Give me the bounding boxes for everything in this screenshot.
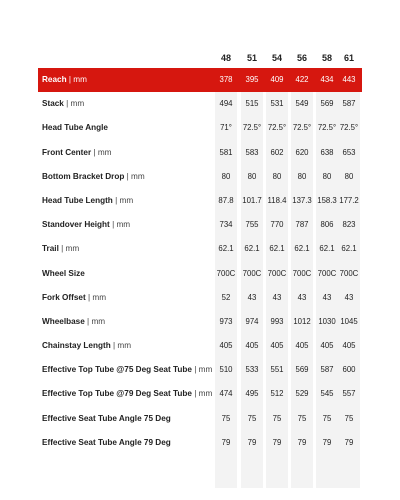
table-cell: 80 — [272, 171, 282, 181]
table-cell: 80 — [221, 171, 231, 181]
table-cell: 700C — [339, 268, 359, 278]
table-cell: 62.1 — [319, 244, 335, 254]
table-cell: 529 — [295, 389, 309, 399]
row-name: Effective Seat Tube Angle 75 Deg — [42, 413, 171, 423]
table-row — [38, 165, 362, 189]
table-cell: 405 — [270, 341, 284, 351]
unit-separator: | — [85, 292, 93, 302]
geometry-table — [38, 48, 362, 455]
table-cell: 62.1 — [218, 244, 234, 254]
table-cell: 653 — [342, 147, 356, 157]
row-name: Head Tube Angle — [42, 123, 108, 133]
table-row — [38, 262, 362, 286]
table-cell: 581 — [219, 147, 233, 157]
table-cell: 101.7 — [242, 195, 262, 205]
table-cell: 1045 — [340, 316, 358, 326]
table-cell: 823 — [342, 220, 356, 230]
row-label — [42, 262, 85, 286]
row-label — [42, 189, 133, 213]
row-label — [42, 310, 105, 334]
table-cell: 79 — [272, 437, 282, 447]
table-cell: 43 — [322, 292, 332, 302]
size-header-58: 58 — [321, 53, 332, 63]
table-cell: 409 — [270, 75, 284, 84]
table-cell: 495 — [245, 389, 259, 399]
table-cell: 510 — [219, 365, 233, 375]
table-cell: 600 — [342, 365, 356, 375]
table-cell: 405 — [320, 341, 334, 351]
table-row — [38, 431, 362, 455]
table-cell: 137.3 — [292, 195, 312, 205]
row-unit: mm — [91, 316, 106, 326]
table-cell: 700C — [216, 268, 236, 278]
table-cell: 72.5° — [339, 123, 359, 133]
table-cell: 973 — [219, 316, 233, 326]
table-cell: 72.5° — [292, 123, 312, 133]
row-label — [42, 358, 212, 382]
row-label — [42, 237, 79, 261]
row-name: Bottom Bracket Drop — [42, 171, 125, 181]
table-cell: 512 — [270, 389, 284, 399]
row-label — [42, 213, 130, 237]
size-header-56: 56 — [296, 53, 307, 63]
row-label — [42, 68, 87, 92]
size-header-61: 61 — [343, 53, 354, 63]
table-cell: 494 — [219, 99, 233, 109]
row-unit: mm — [73, 75, 87, 84]
table-cell: 700C — [317, 268, 337, 278]
table-cell: 62.1 — [341, 244, 357, 254]
row-name: Head Tube Length — [42, 195, 113, 205]
table-row — [38, 358, 362, 382]
row-label — [42, 92, 84, 116]
table-cell: 43 — [297, 292, 307, 302]
table-cell: 80 — [322, 171, 332, 181]
table-cell: 700C — [267, 268, 287, 278]
row-unit: mm — [92, 292, 107, 302]
size-header-54: 54 — [271, 53, 282, 63]
table-cell: 569 — [295, 365, 309, 375]
table-cell: 62.1 — [269, 244, 285, 254]
unit-separator: | — [66, 75, 74, 84]
table-cell: 72.5° — [267, 123, 287, 133]
table-cell: 583 — [245, 147, 259, 157]
table-cell: 177.2 — [339, 195, 359, 205]
row-name: Effective Top Tube @75 Deg Seat Tube — [42, 365, 192, 375]
row-label — [42, 431, 171, 455]
row-label — [42, 165, 145, 189]
table-cell: 551 — [270, 365, 284, 375]
table-cell: 75 — [322, 413, 332, 423]
size-header-51: 51 — [246, 53, 257, 63]
row-label — [42, 286, 106, 310]
table-cell: 75 — [247, 413, 257, 423]
table-row — [38, 237, 362, 261]
row-name: Wheel Size — [42, 268, 85, 278]
row-label — [42, 382, 212, 406]
table-cell: 80 — [297, 171, 307, 181]
table-cell: 79 — [322, 437, 332, 447]
size-header-row — [38, 48, 362, 68]
row-name: Wheelbase — [42, 316, 85, 326]
table-cell: 75 — [297, 413, 307, 423]
row-label — [42, 116, 108, 140]
row-label — [42, 141, 111, 165]
table-cell: 569 — [320, 99, 334, 109]
table-cell: 43 — [344, 292, 354, 302]
table-cell: 72.5° — [317, 123, 337, 133]
table-cell: 62.1 — [244, 244, 260, 254]
row-unit: mm — [119, 195, 134, 205]
table-row — [38, 189, 362, 213]
table-cell: 549 — [295, 99, 309, 109]
table-cell: 79 — [221, 437, 231, 447]
table-cell: 43 — [272, 292, 282, 302]
table-cell: 62.1 — [294, 244, 310, 254]
row-name: Standover Height — [42, 220, 110, 230]
table-cell: 557 — [342, 389, 356, 399]
unit-separator: | — [110, 341, 118, 351]
unit-separator: | — [58, 244, 66, 254]
table-row — [38, 92, 362, 116]
table-row — [38, 310, 362, 334]
table-cell: 515 — [245, 99, 259, 109]
table-cell: 395 — [245, 75, 259, 84]
unit-separator: | — [112, 195, 120, 205]
table-cell: 405 — [245, 341, 259, 351]
table-cell: 405 — [219, 341, 233, 351]
table-cell: 378 — [219, 75, 233, 84]
table-cell: 118.4 — [267, 195, 287, 205]
row-unit: mm — [97, 147, 112, 157]
row-name: Stack — [42, 99, 64, 109]
table-cell: 474 — [219, 389, 233, 399]
table-cell: 71° — [220, 123, 232, 133]
table-cell: 75 — [272, 413, 282, 423]
table-cell: 587 — [320, 365, 334, 375]
table-cell: 587 — [342, 99, 356, 109]
table-cell: 787 — [295, 220, 309, 230]
geometry-rows — [38, 68, 362, 455]
unit-separator: | — [191, 389, 199, 399]
row-unit: mm — [198, 389, 213, 399]
table-row — [38, 116, 362, 140]
row-name: Front Center — [42, 147, 92, 157]
row-name: Effective Seat Tube Angle 79 Deg — [42, 437, 171, 447]
row-label — [42, 334, 131, 358]
table-cell: 974 — [245, 316, 259, 326]
row-unit: mm — [131, 171, 145, 181]
unit-separator: | — [91, 147, 98, 157]
unit-separator: | — [191, 365, 199, 375]
table-cell: 405 — [295, 341, 309, 351]
row-unit: mm — [116, 220, 131, 230]
row-name: Chainstay Length — [42, 341, 111, 351]
unit-separator: | — [84, 316, 92, 326]
table-row — [38, 334, 362, 358]
unit-separator: | — [109, 220, 117, 230]
row-unit: mm — [117, 341, 132, 351]
table-cell: 72.5° — [242, 123, 262, 133]
table-row — [38, 382, 362, 406]
table-cell: 638 — [320, 147, 334, 157]
table-cell: 734 — [219, 220, 233, 230]
row-name: Fork Offset — [42, 292, 86, 302]
table-cell: 545 — [320, 389, 334, 399]
row-name: Effective Top Tube @79 Deg Seat Tube — [42, 389, 192, 399]
row-unit: mm — [198, 365, 213, 375]
table-row — [38, 141, 362, 165]
unit-separator: | — [63, 99, 71, 109]
table-cell: 533 — [245, 365, 259, 375]
row-unit: mm — [70, 99, 85, 109]
table-cell: 602 — [270, 147, 284, 157]
table-cell: 1030 — [318, 316, 336, 326]
table-cell: 405 — [342, 341, 356, 351]
table-row — [38, 213, 362, 237]
table-cell: 700C — [242, 268, 262, 278]
row-name: Reach — [42, 75, 67, 84]
table-cell: 806 — [320, 220, 334, 230]
table-cell: 80 — [247, 171, 257, 181]
table-cell: 52 — [221, 292, 231, 302]
row-label — [42, 407, 171, 431]
table-cell: 75 — [344, 413, 354, 423]
size-header-48: 48 — [220, 53, 231, 63]
table-cell: 443 — [342, 75, 356, 84]
table-cell: 158.3 — [317, 195, 337, 205]
table-cell: 531 — [270, 99, 284, 109]
table-row — [38, 407, 362, 431]
row-unit: mm — [65, 244, 80, 254]
table-cell: 87.8 — [218, 195, 234, 205]
unit-separator: | — [124, 171, 132, 181]
table-cell: 620 — [295, 147, 309, 157]
table-cell: 770 — [270, 220, 284, 230]
table-cell: 79 — [297, 437, 307, 447]
table-cell: 43 — [247, 292, 257, 302]
table-cell: 80 — [344, 171, 354, 181]
table-row — [38, 286, 362, 310]
table-cell: 755 — [245, 220, 259, 230]
table-row — [38, 68, 362, 92]
table-cell: 1012 — [293, 316, 311, 326]
table-cell: 79 — [247, 437, 257, 447]
row-name: Trail — [42, 244, 59, 254]
table-cell: 422 — [295, 75, 309, 84]
table-cell: 75 — [221, 413, 231, 423]
table-cell: 700C — [292, 268, 312, 278]
table-cell: 993 — [270, 316, 284, 326]
table-cell: 434 — [320, 75, 334, 84]
table-cell: 79 — [344, 437, 354, 447]
